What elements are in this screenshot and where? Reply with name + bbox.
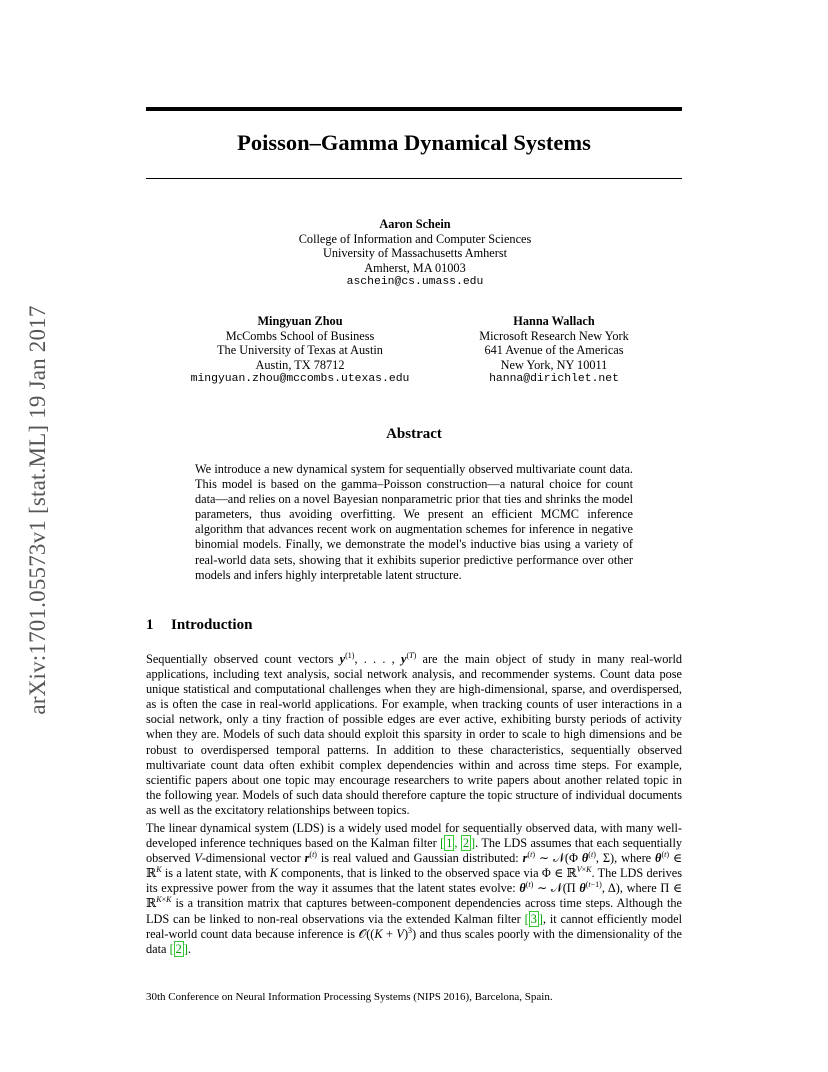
author-affiliation: 641 Avenue of the Americas bbox=[484, 343, 624, 358]
author-address: Austin, TX 78712 bbox=[255, 357, 345, 372]
arxiv-identifier: arXiv:1701.05573v1 [stat.ML] 19 Jan 2017 bbox=[25, 305, 50, 715]
author-block-2 bbox=[160, 314, 440, 387]
author-address: Amherst, MA 01003 bbox=[364, 260, 466, 275]
citation-link[interactable]: [ 2 ] bbox=[169, 941, 188, 956]
section-number: 1 bbox=[146, 617, 154, 633]
author-email: aschein@cs.umass.edu bbox=[346, 276, 484, 289]
section-title: Introduction bbox=[171, 617, 253, 633]
author-affiliation: College of Information and Computer Sciences bbox=[298, 231, 532, 246]
title-rule-top bbox=[146, 107, 682, 111]
author-address: New York, NY 10011 bbox=[500, 357, 608, 372]
author-block-1 bbox=[200, 217, 630, 290]
author-email: hanna@dirichlet.net bbox=[489, 373, 619, 386]
title-rule-bottom bbox=[146, 178, 682, 179]
author-affiliation: McCombs School of Business bbox=[225, 328, 375, 343]
author-name: Hanna Wallach bbox=[513, 314, 595, 328]
author-affiliation: University of Massachusetts Amherst bbox=[322, 246, 508, 261]
intro-paragraph-1: Sequentially observed count vectors $y^{(1)}$, . . . , $y^{(T)}$ are the main object of study in many real-world applications, including text analysis, social network analysis, and recommender systems. Count data pose unique statistical and computational challenges when they are high-dimensional, sparse, and overdispersed, as is often the case in real-world applications. For example, when tracking counts of user interactions in a social network, only a tiny fraction of possible edges are ever active, exhibiting bursty periods of activity when they are. Models of such data should exploit this sparsity in order to scale to high dimensions and be robust to overdispersed temporal patterns. In addition to these characteristics, sequentially observed multivariate count data often exhibit complex dependencies within and across time steps. For example, scientific papers about one topic may encourage researchers to write papers about another related topic in the following year. Models of such data should therefore capture the topic structure of individual documents as well as the excitatory relationships between topics. bbox=[146, 650, 683, 817]
citation-link[interactable]: [ 3 ] bbox=[524, 911, 543, 926]
author-affiliation: Microsoft Research New York bbox=[479, 328, 629, 343]
section-heading bbox=[146, 617, 252, 634]
author-block-3 bbox=[440, 314, 668, 387]
author-affiliation: The University of Texas at Austin bbox=[217, 343, 383, 358]
author-name: Mingyuan Zhou bbox=[257, 314, 343, 328]
paper-title: Poisson–Gamma Dynamical Systems bbox=[237, 130, 591, 155]
conference-footnote: 30th Conference on Neural Information Processing Systems (NIPS 2016), Barcelona, Spain. bbox=[146, 991, 553, 1003]
intro-paragraph-2: The linear dynamical system (LDS) is a widely used model for sequentially observed data, with many well-developed inference techniques based on the Kalman filter [ 1 , 2 ]. The LDS assumes that each sequentially observed V-dimensional vector $r^{(t)}$ is real valued and Gaussian distributed: $r^{(t)}$ ∼ 𝒩(Φ $\theta^{(t)}$, Σ), where $\theta^{(t)}$ ∈ ℝ$^K$ is a latent state, with K components, that is linked to the observed space via Φ ∈ ℝ$^{V\times K}$. The LDS derives its expressive power from the way it assumes that the latent states evolve: $\theta^{(t)}$ ∼ 𝒩(Π $\theta^{(t-1)}$, Δ), where Π ∈ ℝ$^{K\times K}$ is a transition matrix that captures between-component dependencies across time steps. Although the LDS can be linked to non-real observations via the extended Kalman filter [ 3 ], it cannot efficiently model real-world count data because inference is 𝒪((K + V)$^3$) and thus scales poorly with the dimensionality of the data [ 2 ]. bbox=[146, 821, 683, 956]
author-email: mingyuan.zhou@mccombs.utexas.edu bbox=[190, 373, 410, 386]
abstract-text: We introduce a new dynamical system for sequentially observed multivariate count data. This model is based on the gamma–Poisson construction—a natural choice for count data—and relies on a novel Bayesian nonparametric prior that ties and shrinks the model parameters, thus avoiding overfitting. We present an efficient MCMC inference algorithm that advances recent work on augmentation schemes for inference in negative binomial models. Finally, we demonstrate the model's inductive bias using a variety of real-world data sets, showing that it exhibits superior predictive performance over other models and infers highly interpretable latent structure. bbox=[195, 462, 633, 582]
abstract-heading: Abstract bbox=[386, 426, 442, 442]
citation-link[interactable]: [ 1 , 2 ] bbox=[440, 836, 476, 851]
author-name: Aaron Schein bbox=[379, 217, 451, 231]
